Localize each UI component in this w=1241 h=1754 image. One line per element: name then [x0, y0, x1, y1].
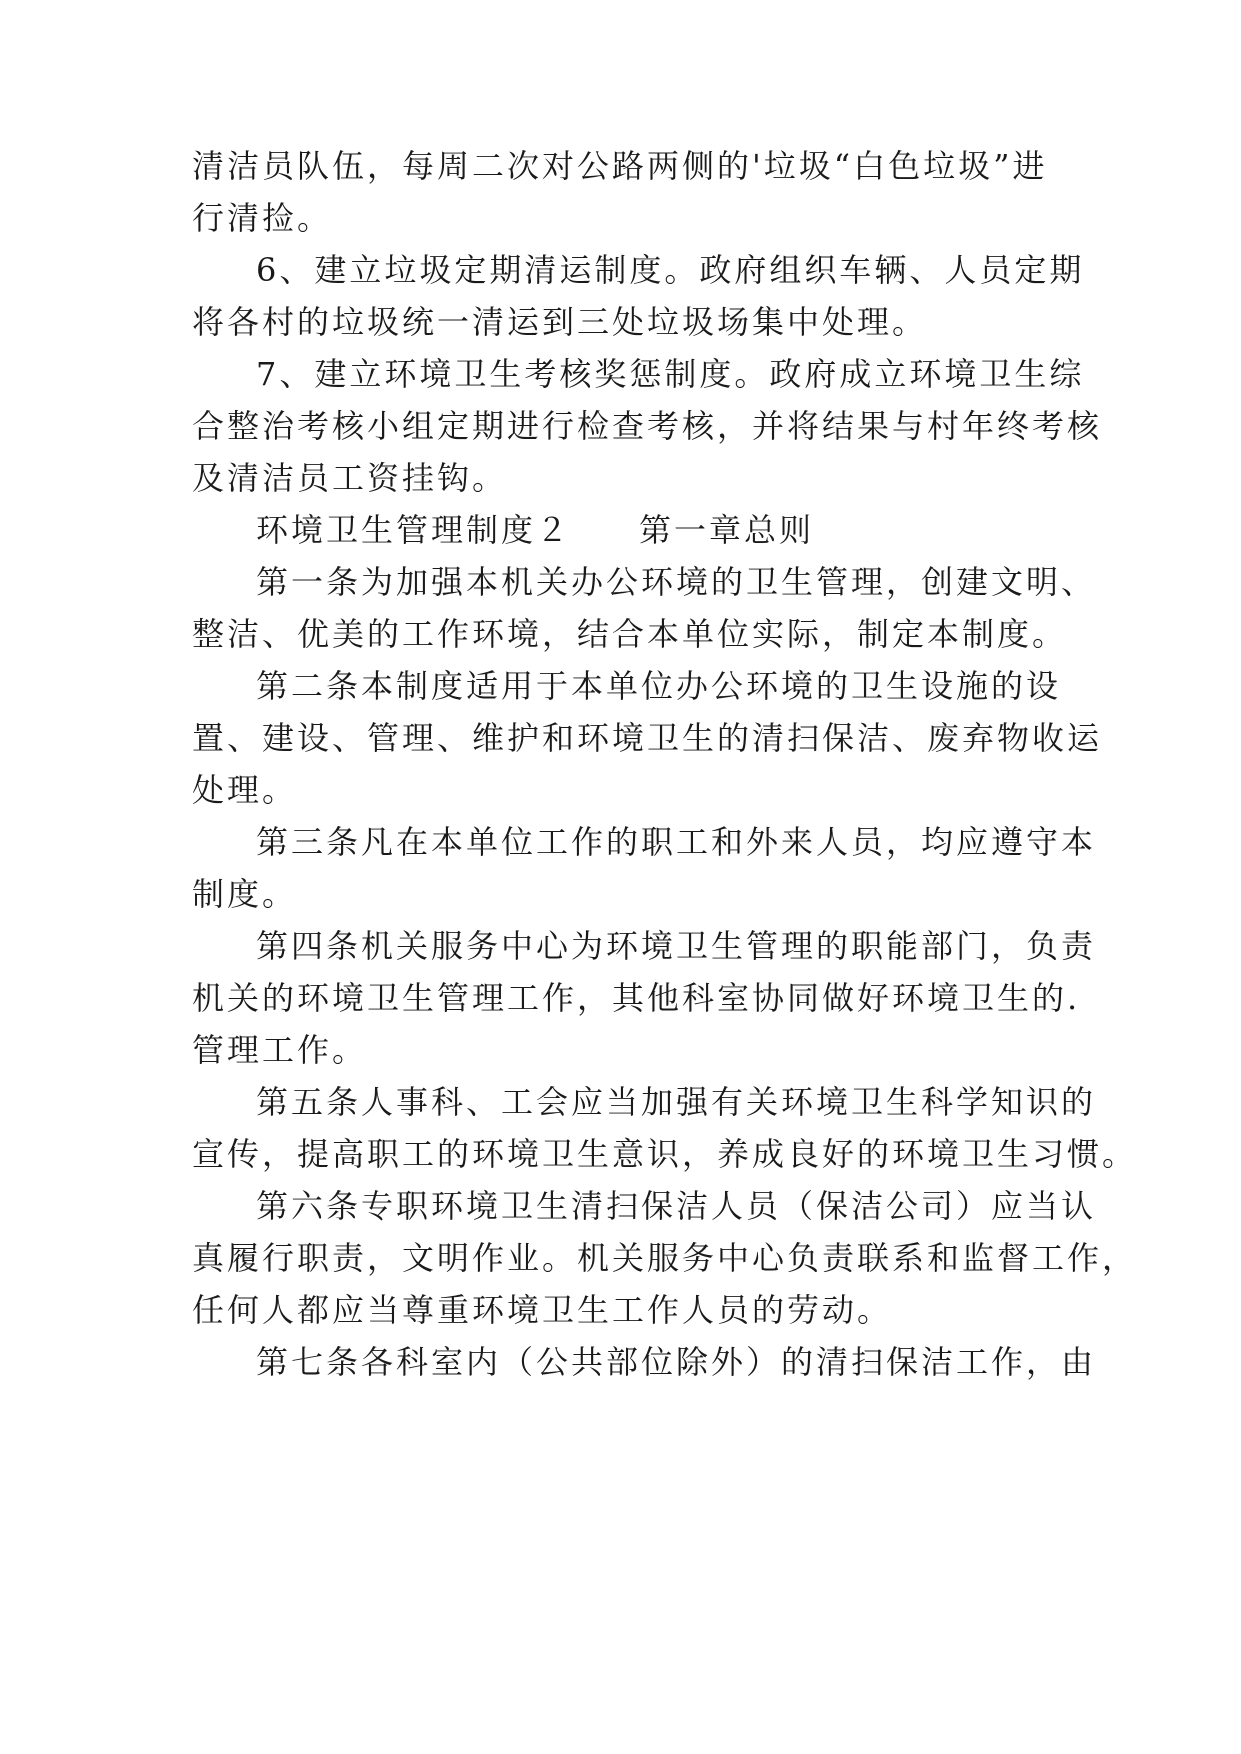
text-line: 合整治考核小组定期进行检查考核，并将结果与村年终考核 — [192, 407, 1103, 445]
text-line: 及清洁员工资挂钩。 — [192, 459, 508, 497]
heading-title: 环境卫生管理制度２ — [256, 511, 572, 549]
text-line: 第二条本制度适用于本单位办公环境的卫生设施的设 — [256, 667, 1062, 705]
section-heading — [256, 510, 814, 550]
text-line: 行清捡。 — [192, 199, 333, 237]
text-line: 6、建立垃圾定期清运制度。政府组织车辆、人员定期 — [256, 251, 1085, 289]
text-line: 第七条各科室内（公共部位除外）的清扫保洁工作，由 — [256, 1343, 1097, 1381]
text-line: 任何人都应当尊重环境卫生工作人员的劳动。 — [192, 1291, 893, 1329]
text-line: 第一条为加强本机关办公环境的卫生管理，创建文明、 — [256, 563, 1097, 601]
text-line: 整洁、优美的工作环境，结合本单位实际，制定本制度。 — [192, 615, 1068, 653]
text-line: 第五条人事科、工会应当加强有关环境卫生科学知识的 — [256, 1083, 1097, 1121]
chapter-title: 第一章总则 — [639, 511, 815, 549]
text-line: 将各村的垃圾统一清运到三处垃圾场集中处理。 — [192, 303, 928, 341]
text-line: 机关的环境卫生管理工作，其他科室协同做好环境卫生的. — [192, 979, 1081, 1017]
text-line: 7、建立环境卫生考核奖惩制度。政府成立环境卫生综 — [256, 355, 1085, 393]
text-line: 置、建设、管理、维护和环境卫生的清扫保洁、废弃物收运 — [192, 719, 1103, 757]
text-line: 管理工作。 — [192, 1031, 368, 1069]
text-line: 真履行职责，文明作业。机关服务中心负责联系和监督工作， — [192, 1239, 1138, 1277]
text-line: 第三条凡在本单位工作的职工和外来人员，均应遵守本 — [256, 823, 1097, 861]
text-line: 第六条专职环境卫生清扫保洁人员（保洁公司）应当认 — [256, 1187, 1097, 1225]
text-line: 处理。 — [192, 771, 298, 809]
text-line: 第四条机关服务中心为环境卫生管理的职能部门，负责 — [256, 927, 1097, 965]
text-line: 宣传，提高职工的环境卫生意识，养成良好的环境卫生习惯。 — [192, 1135, 1138, 1173]
text-line: 清洁员队伍，每周二次对公路两侧的'垃圾“白色垃圾”进 — [192, 147, 1048, 185]
text-line: 制度。 — [192, 875, 298, 913]
